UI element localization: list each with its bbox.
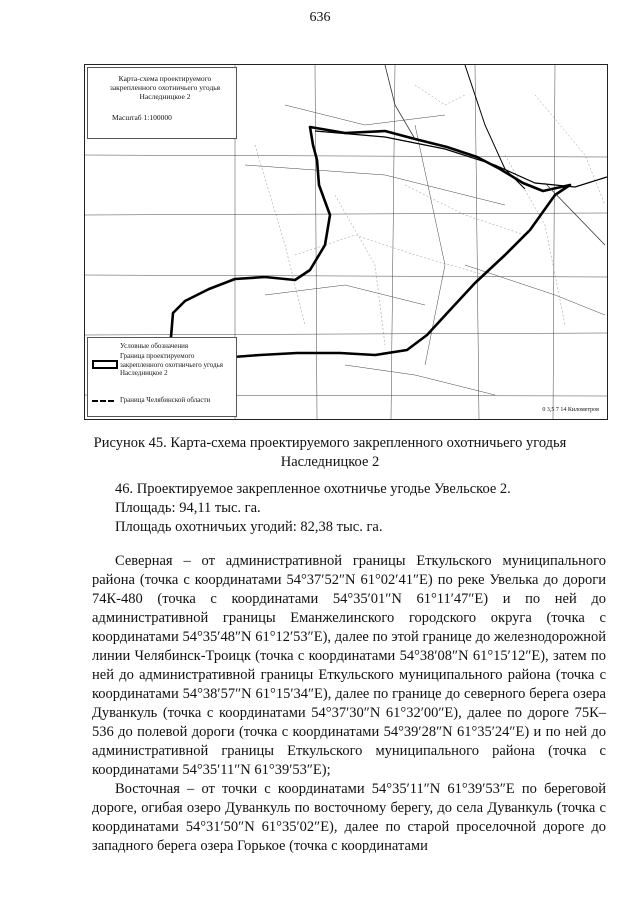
legend-item-region: Граница Челябинской области: [120, 396, 211, 404]
legend-item-boundary: Граница проектируемого закрепленного охотничьего угодья Наследницкое 2: [120, 352, 223, 377]
figure-caption: Рисунок 45. Карта-схема проектируемого закрепленного охотничьего угодья Наследницкое 2: [93, 435, 567, 470]
legend-boundary-swatch: [92, 360, 118, 369]
hunting-ground-boundary: [171, 127, 570, 357]
map-scalebar: 0 3,5 7 14 Километров: [542, 407, 599, 413]
boundary-description: [92, 552, 606, 856]
map-figure: [84, 64, 608, 420]
map-title-box: [87, 67, 237, 139]
north-boundary-paragraph: Северная – от административной границы Еткульского муниципального района (точка с координатами 54°37′52″N 61°02′41″E) по реке Увелька до дороги 74К-480 (точка с координатами 54°35′01″N 61°11′47″E) и по ней до административной границы Еманжелинского городского округа (точка с координатами 54°35′48″N 61°12′53″E), далее по этой границе до железнодорожной линии Челябинск-Троицк (точка с координатами 54°38′08″N 61°15′12″E), затем по ней до административной границы Еткульского муниципального района (точка с координатами 54°38′57″N 61°15′34″E), далее по границе до северного берега озера Дуванкуль (точка с координатами 54°37′30″N 61°32′00″E), далее по дороге 75К–536 до полевой дороги (точка с координатами 54°39′28″N 61°35′24″E) и по ней до административной границы Еткульского муниципального района (точка с координатами 54°35′11″N 61°39′53″E);: [92, 553, 606, 778]
highway-line: [385, 65, 605, 245]
legend-title: Условные обозначения: [120, 342, 189, 350]
page-number: 636: [309, 10, 331, 25]
map-title: Карта-схема проектируемого закрепленного охотничьего угодья Наследницкое 2: [109, 74, 221, 101]
hunting-area-line: Площадь охотничьих угодий: 82,38 тыс. га.: [115, 519, 383, 535]
map-legend: [87, 337, 237, 417]
railway-line: [465, 65, 525, 189]
map-scale: Масштаб 1:100000: [112, 113, 172, 122]
item-heading: 46. Проектируемое закрепленное охотничье угодье Увельское 2.: [115, 481, 511, 497]
east-boundary-paragraph: Восточная – от точки с координатами 54°35′11″N 61°39′53″E по береговой дороге, огибая озеро Дуванкуль по восточному берегу, до села Дуванкуль (точка с координатами 54°31′50″N 61°35′02″E), далее по старой проселочной дороге до западного берега озера Горькое (точка с координатами: [92, 781, 606, 854]
map-roads: [255, 85, 605, 345]
river-line: [315, 131, 607, 187]
legend-region-swatch: [92, 400, 114, 402]
area-line: Площадь: 94,11 тыс. га.: [115, 500, 261, 516]
